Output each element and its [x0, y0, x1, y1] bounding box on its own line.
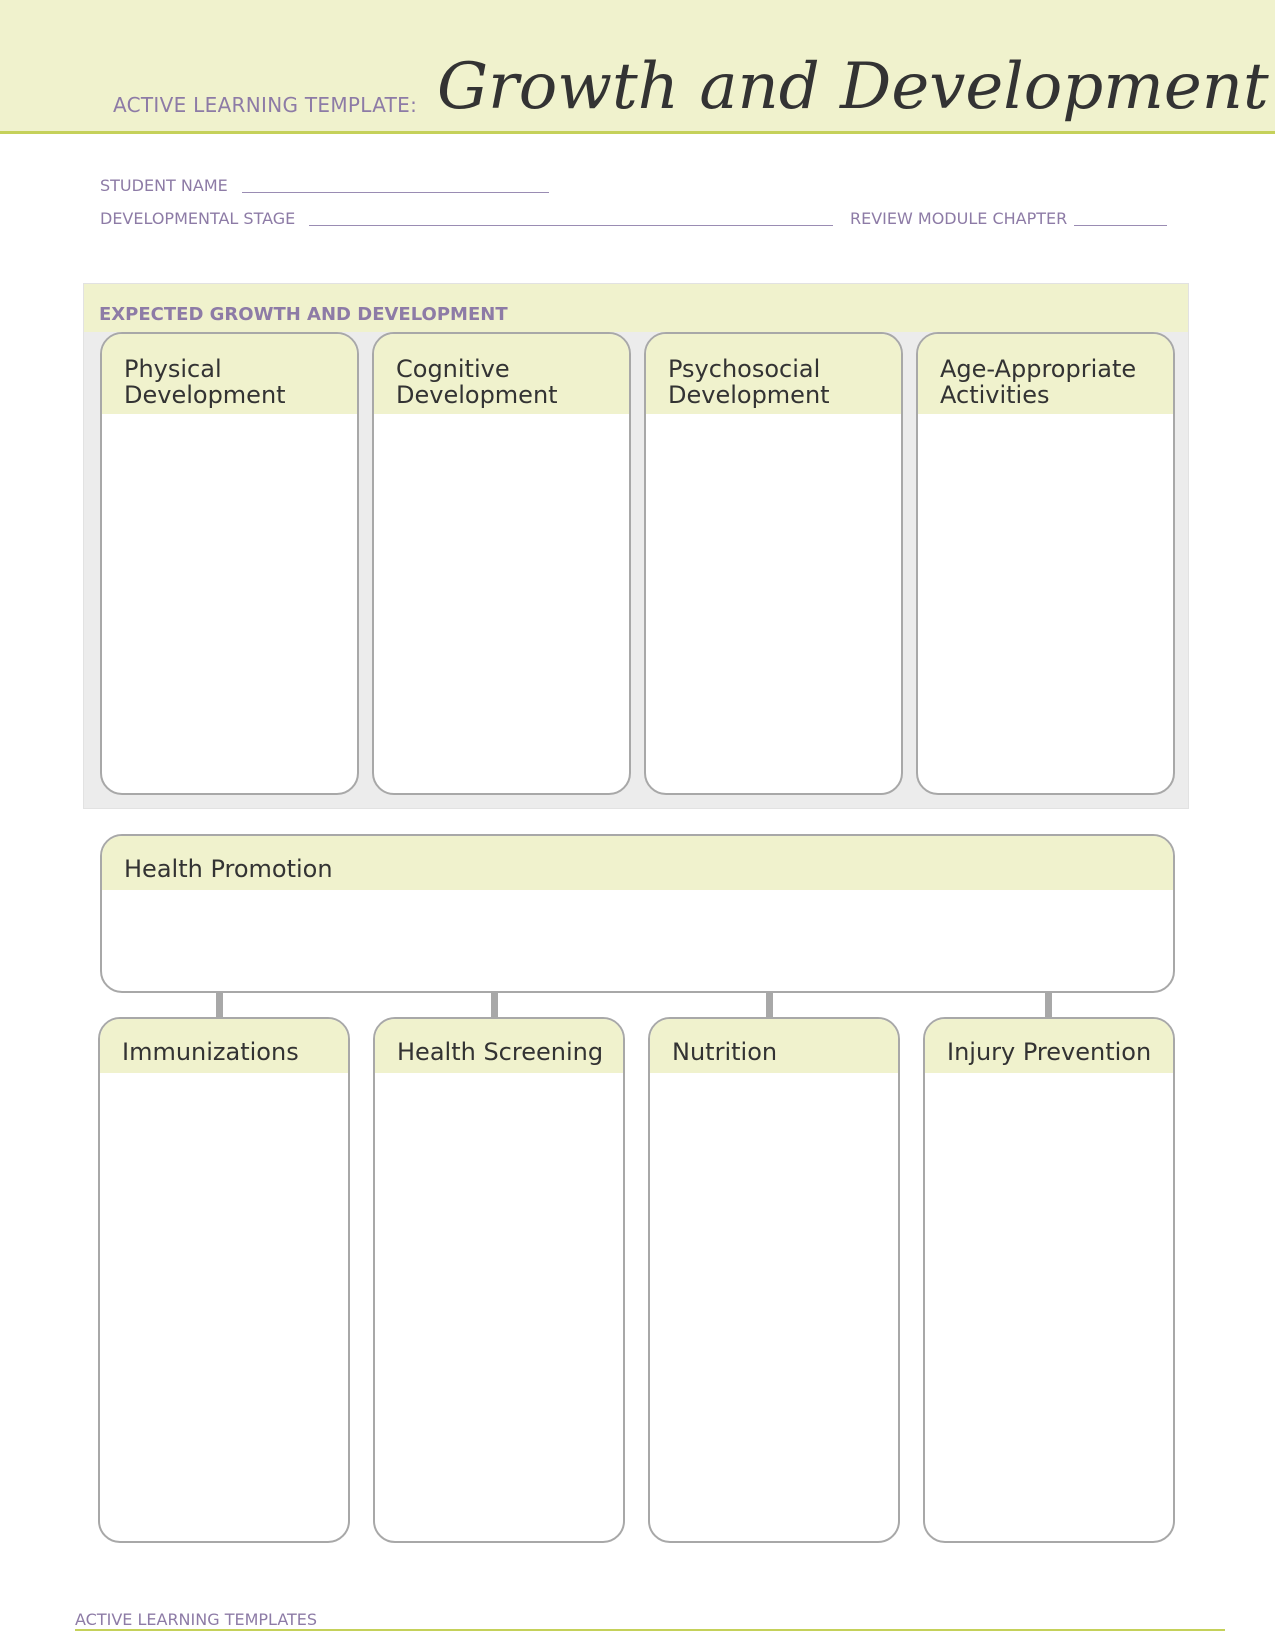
review-module-chapter-field[interactable]	[1074, 225, 1167, 226]
connector-line	[766, 991, 773, 1018]
card-title: Psychosocial Development	[668, 355, 830, 409]
immunizations-card[interactable]	[98, 1017, 350, 1543]
developmental-stage-field[interactable]	[309, 225, 833, 226]
student-name-label: STUDENT NAME	[100, 176, 228, 195]
health-promotion-title: Health Promotion	[124, 855, 333, 883]
card-title: Cognitive Development	[396, 355, 558, 409]
card-title: Immunizations	[122, 1038, 299, 1066]
injury-prevention-card[interactable]	[923, 1017, 1175, 1543]
connector-line	[491, 991, 498, 1018]
card-header	[375, 1019, 623, 1073]
header-band	[0, 0, 1275, 134]
template-label: ACTIVE LEARNING TEMPLATE:	[113, 93, 418, 117]
connector-line	[1045, 991, 1052, 1018]
expected-growth-title: EXPECTED GROWTH AND DEVELOPMENT	[99, 304, 508, 325]
page-title: Growth and Development	[437, 50, 1269, 124]
card-title: Age-Appropriate Activities	[940, 355, 1137, 409]
card-title: Injury Prevention	[947, 1038, 1152, 1066]
footer-label: ACTIVE LEARNING TEMPLATES	[75, 1610, 318, 1629]
student-name-field[interactable]	[242, 192, 549, 193]
physical-development-card[interactable]	[100, 332, 359, 795]
card-title: Nutrition	[672, 1038, 778, 1066]
psychosocial-development-card[interactable]	[644, 332, 903, 795]
card-header	[102, 334, 357, 414]
developmental-stage-label: DEVELOPMENTAL STAGE	[100, 209, 296, 228]
health-promotion-card[interactable]	[100, 834, 1175, 993]
cognitive-development-card[interactable]	[372, 332, 631, 795]
card-header	[925, 1019, 1173, 1073]
health-screening-card[interactable]	[373, 1017, 625, 1543]
age-appropriate-activities-card[interactable]	[916, 332, 1175, 795]
expected-growth-header	[84, 284, 1188, 332]
card-header	[102, 836, 1173, 890]
card-title: Physical Development	[124, 355, 286, 409]
card-header	[918, 334, 1173, 414]
footer-rule	[75, 1629, 1225, 1631]
card-header	[650, 1019, 898, 1073]
nutrition-card[interactable]	[648, 1017, 900, 1543]
card-title: Health Screening	[397, 1038, 604, 1066]
card-header	[100, 1019, 348, 1073]
connector-line	[216, 991, 223, 1018]
card-header	[646, 334, 901, 414]
review-module-chapter-label: REVIEW MODULE CHAPTER	[850, 209, 1068, 228]
card-header	[374, 334, 629, 414]
